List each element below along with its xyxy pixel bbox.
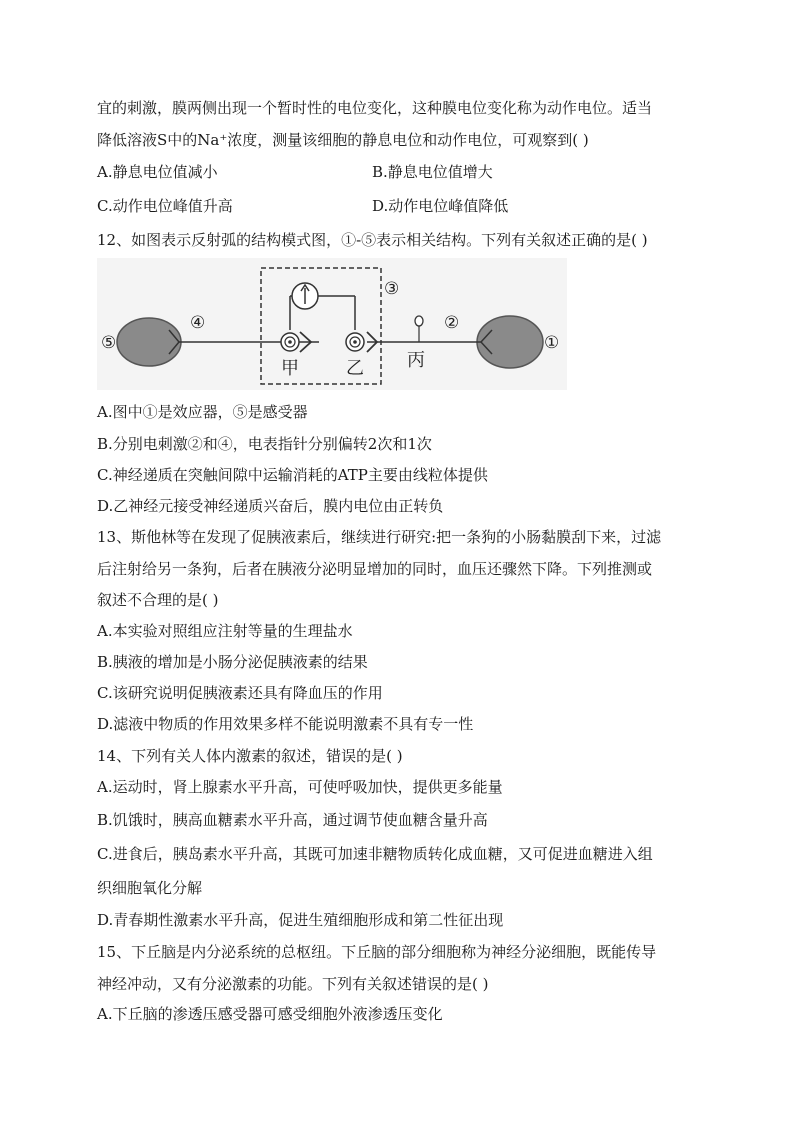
label-3: ③ bbox=[384, 279, 400, 299]
label-bing: 丙 bbox=[407, 350, 425, 371]
q13-stem-line-1: 13、斯他林等在发现了促胰液素后，继续进行研究:把一条狗的小肠黏膜刮下来，过滤 bbox=[97, 528, 662, 546]
label-2: ② bbox=[444, 313, 460, 333]
q12-option-c: C.神经递质在突触间隙中运输消耗的ATP主要由线粒体提供 bbox=[97, 466, 488, 484]
intro-option-d: D.动作电位峰值降低 bbox=[372, 197, 509, 215]
q12-option-d: D.乙神经元接受神经递质兴奋后，膜内电位由正转负 bbox=[97, 497, 444, 515]
reflex-arc-diagram bbox=[97, 258, 567, 390]
q13-stem-line-3: 叙述不合理的是( ) bbox=[97, 591, 219, 609]
label-yi: 乙 bbox=[346, 358, 364, 379]
q13-option-a: A.本实验对照组应注射等量的生理盐水 bbox=[97, 622, 353, 640]
q13-option-d: D.滤液中物质的作用效果多样不能说明激素不具有专一性 bbox=[97, 715, 474, 733]
intro-option-b: B.静息电位值增大 bbox=[372, 163, 493, 181]
q14-option-c-line-2: 织细胞氧化分解 bbox=[97, 879, 203, 897]
q12-option-a: A.图中①是效应器，⑤是感受器 bbox=[97, 403, 308, 421]
intro-option-c: C.动作电位峰值升高 bbox=[97, 197, 233, 215]
q14-stem: 14、下列有关人体内激素的叙述，错误的是( ) bbox=[97, 747, 403, 765]
label-4: ④ bbox=[190, 313, 206, 333]
q12-option-b: B.分别电刺激②和④，电表指针分别偏转2次和1次 bbox=[97, 435, 432, 453]
intro-line-1: 宜的刺激，膜两侧出现一个暂时性的电位变化，这种膜电位变化称为动作电位。适当 bbox=[97, 99, 653, 117]
label-jia: 甲 bbox=[281, 358, 299, 379]
q14-option-a: A.运动时，肾上腺素水平升高，可使呼吸加快，提供更多能量 bbox=[97, 778, 503, 796]
intro-option-a: A.静息电位值减小 bbox=[97, 163, 218, 181]
q12-stem: 12、如图表示反射弧的结构模式图，①-⑤表示相关结构。下列有关叙述正确的是( ) bbox=[97, 231, 648, 249]
label-5: ⑤ bbox=[101, 333, 117, 353]
right-gray-oval bbox=[477, 316, 543, 368]
intro-line-2: 降低溶液S中的Na⁺浓度，测量该细胞的静息电位和动作电位，可观察到( ) bbox=[97, 131, 589, 149]
q14-option-d: D.青春期性激素水平升高，促进生殖细胞形成和第二性征出现 bbox=[97, 911, 504, 929]
left-gray-oval bbox=[117, 318, 181, 366]
ganglion-marker bbox=[415, 316, 423, 326]
q13-option-b: B.胰液的增加是小肠分泌促胰液素的结果 bbox=[97, 653, 368, 671]
q13-stem-line-2: 后注射给另一条狗，后者在胰液分泌明显增加的同时，血压还骤然下降。下列推测或 bbox=[97, 560, 653, 578]
q13-option-c: C.该研究说明促胰液素还具有降血压的作用 bbox=[97, 684, 383, 702]
q14-option-b: B.饥饿时，胰高血糖素水平升高，通过调节使血糖含量升高 bbox=[97, 811, 488, 829]
q15-stem-line-2: 神经冲动，又有分泌激素的功能。下列有关叙述错误的是( ) bbox=[97, 975, 489, 993]
q14-option-c-line-1: C.进食后，胰岛素水平升高，其既可加速非糖物质转化成血糖，又可促进血糖进入组 bbox=[97, 845, 653, 863]
label-1: ① bbox=[544, 333, 560, 353]
q15-option-a: A.下丘脑的渗透压感受器可感受细胞外液渗透压变化 bbox=[97, 1005, 443, 1023]
q15-stem-line-1: 15、下丘脑是内分泌系统的总枢纽。下丘脑的部分细胞称为神经分泌细胞，既能传导 bbox=[97, 943, 657, 961]
